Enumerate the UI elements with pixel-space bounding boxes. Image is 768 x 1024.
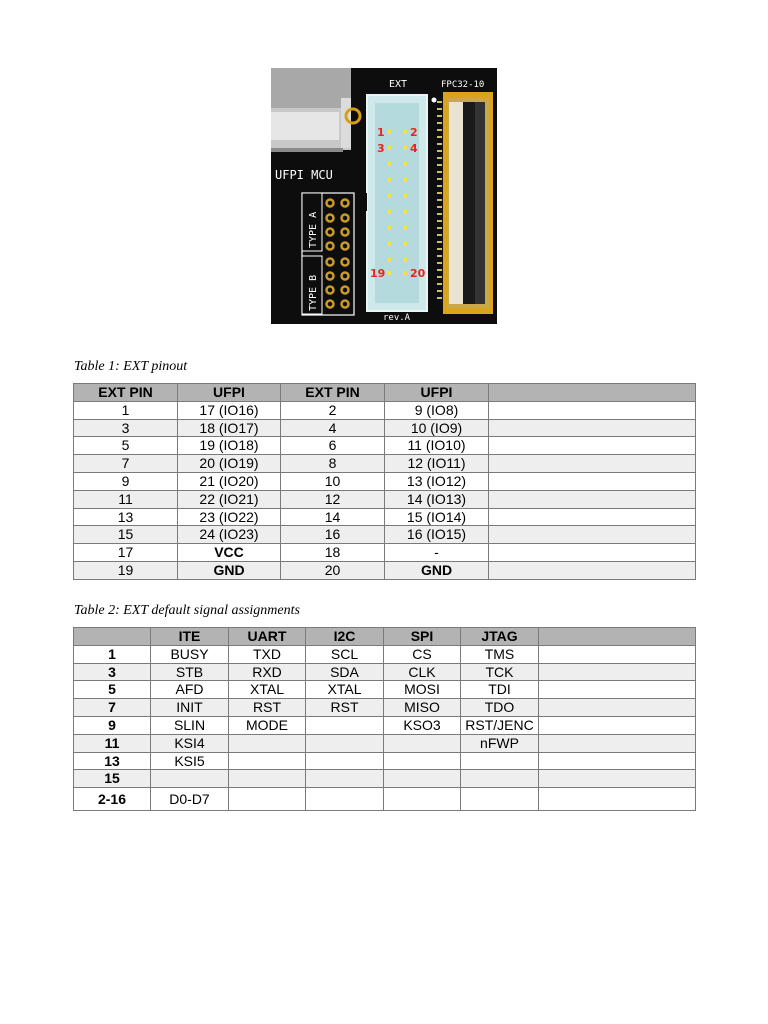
table-cell bbox=[539, 770, 696, 788]
table-cell bbox=[229, 788, 306, 811]
table-cell: 14 bbox=[281, 508, 385, 526]
table-cell: MISO bbox=[384, 699, 461, 717]
table-cell: 8 bbox=[281, 455, 385, 473]
table-cell bbox=[306, 716, 384, 734]
table-cell: STB bbox=[151, 663, 229, 681]
header-cell: ITE bbox=[151, 628, 229, 646]
table-cell: 18 (IO17) bbox=[178, 419, 281, 437]
table-cell bbox=[384, 770, 461, 788]
header-row bbox=[74, 628, 696, 646]
table-cell bbox=[489, 472, 696, 490]
table-cell: 13 bbox=[74, 508, 178, 526]
table-cell: RXD bbox=[229, 663, 306, 681]
table-cell: 18 bbox=[281, 544, 385, 562]
table-cell bbox=[384, 752, 461, 770]
table-cell bbox=[461, 788, 539, 811]
table-cell: 10 bbox=[281, 472, 385, 490]
table-cell bbox=[539, 681, 696, 699]
table-cell: 24 (IO23) bbox=[178, 526, 281, 544]
table-row bbox=[74, 716, 696, 734]
type-b-label: TYPE B bbox=[308, 274, 319, 311]
ext-pinout-table bbox=[73, 383, 696, 580]
table-row bbox=[74, 645, 696, 663]
table-row bbox=[74, 455, 696, 473]
table-cell: 15 bbox=[74, 770, 151, 788]
header-cell: UART bbox=[229, 628, 306, 646]
table-cell bbox=[461, 752, 539, 770]
table-cell: 5 bbox=[74, 437, 178, 455]
table-cell: 3 bbox=[74, 419, 178, 437]
fpc-label: FPC32-10 bbox=[441, 80, 485, 90]
table-cell: TCK bbox=[461, 663, 539, 681]
header-cell: EXT PIN bbox=[74, 384, 178, 402]
table-cell: 1 bbox=[74, 401, 178, 419]
table-cell: 22 (IO21) bbox=[178, 490, 281, 508]
table-cell: 10 (IO9) bbox=[385, 419, 489, 437]
table-cell bbox=[489, 437, 696, 455]
table-cell: SDA bbox=[306, 663, 384, 681]
table-cell: TMS bbox=[461, 645, 539, 663]
table-cell: RST bbox=[306, 699, 384, 717]
header-cell bbox=[74, 628, 151, 646]
table-row bbox=[74, 419, 696, 437]
table-cell: 9 bbox=[74, 472, 178, 490]
table-cell bbox=[489, 508, 696, 526]
table-cell: 9 (IO8) bbox=[385, 401, 489, 419]
table-cell: SCL bbox=[306, 645, 384, 663]
table-cell: 21 (IO20) bbox=[178, 472, 281, 490]
table-cell: TDI bbox=[461, 681, 539, 699]
ext-signal-table bbox=[73, 627, 696, 811]
table-cell: RST/JENC bbox=[461, 716, 539, 734]
table-cell: - bbox=[385, 544, 489, 562]
table-cell: nFWP bbox=[461, 734, 539, 752]
ext-connector bbox=[361, 79, 427, 323]
table-cell: 7 bbox=[74, 455, 178, 473]
table-cell: 20 (IO19) bbox=[178, 455, 281, 473]
table-cell: 1 bbox=[74, 645, 151, 663]
table-cell: 12 (IO11) bbox=[385, 455, 489, 473]
pin1-marker bbox=[432, 98, 437, 103]
table-cell bbox=[489, 401, 696, 419]
header-cell: I2C bbox=[306, 628, 384, 646]
table-row bbox=[74, 561, 696, 579]
table-cell: SLIN bbox=[151, 716, 229, 734]
table-cell: 2-16 bbox=[74, 788, 151, 811]
table-cell: KSI5 bbox=[151, 752, 229, 770]
table-cell bbox=[489, 419, 696, 437]
usb-connector bbox=[271, 68, 351, 152]
pin-label-19: 19 bbox=[370, 267, 386, 280]
header-cell: EXT PIN bbox=[281, 384, 385, 402]
pin-label-1: 1 bbox=[377, 126, 385, 139]
table-row bbox=[74, 544, 696, 562]
table-cell bbox=[229, 770, 306, 788]
table-row bbox=[74, 663, 696, 681]
pin-label-4: 4 bbox=[410, 142, 418, 155]
table-cell: 13 bbox=[74, 752, 151, 770]
header-cell: UFPI bbox=[385, 384, 489, 402]
table-cell bbox=[384, 788, 461, 811]
table-cell: 2 bbox=[281, 401, 385, 419]
table-cell: XTAL bbox=[229, 681, 306, 699]
table-cell bbox=[489, 544, 696, 562]
table-cell bbox=[461, 770, 539, 788]
table-cell bbox=[539, 663, 696, 681]
table-cell bbox=[539, 716, 696, 734]
table-cell bbox=[229, 752, 306, 770]
table-cell: VCC bbox=[178, 544, 281, 562]
table-cell: INIT bbox=[151, 699, 229, 717]
header-cell bbox=[489, 384, 696, 402]
header-cell bbox=[539, 628, 696, 646]
table-cell: 11 bbox=[74, 490, 178, 508]
table-cell: 3 bbox=[74, 663, 151, 681]
table-cell: 7 bbox=[74, 699, 151, 717]
table-row bbox=[74, 788, 696, 811]
table-row bbox=[74, 699, 696, 717]
table-cell: 19 bbox=[74, 561, 178, 579]
table-cell: KSI4 bbox=[151, 734, 229, 752]
table-cell: CLK bbox=[384, 663, 461, 681]
table-cell: 20 bbox=[281, 561, 385, 579]
table-cell bbox=[384, 734, 461, 752]
table-row bbox=[74, 401, 696, 419]
table-row bbox=[74, 770, 696, 788]
fpc-connector bbox=[441, 80, 493, 314]
table-cell bbox=[539, 699, 696, 717]
table-cell: 15 bbox=[74, 526, 178, 544]
table1-caption: Table 1: EXT pinout bbox=[74, 359, 188, 374]
table-cell: RST bbox=[229, 699, 306, 717]
table-cell: BUSY bbox=[151, 645, 229, 663]
table2-caption: Table 2: EXT default signal assignments bbox=[74, 603, 300, 618]
table-cell: MOSI bbox=[384, 681, 461, 699]
pin-label-2: 2 bbox=[410, 126, 418, 139]
table-cell bbox=[539, 788, 696, 811]
table-cell bbox=[306, 770, 384, 788]
table-cell: 19 (IO18) bbox=[178, 437, 281, 455]
table-cell: 4 bbox=[281, 419, 385, 437]
table-cell: 17 bbox=[74, 544, 178, 562]
table-cell bbox=[489, 526, 696, 544]
table-cell bbox=[539, 645, 696, 663]
pin-label-3: 3 bbox=[377, 142, 385, 155]
table-row bbox=[74, 472, 696, 490]
rev-label: rev.A bbox=[383, 313, 411, 323]
table-cell: 16 bbox=[281, 526, 385, 544]
header-cell: SPI bbox=[384, 628, 461, 646]
table-row bbox=[74, 681, 696, 699]
table-cell: 13 (IO12) bbox=[385, 472, 489, 490]
table-cell: TDO bbox=[461, 699, 539, 717]
table-cell: GND bbox=[385, 561, 489, 579]
table-cell bbox=[229, 734, 306, 752]
table-cell bbox=[489, 455, 696, 473]
ext-label: EXT bbox=[389, 79, 408, 90]
table-row bbox=[74, 734, 696, 752]
table-cell: TXD bbox=[229, 645, 306, 663]
table-row bbox=[74, 508, 696, 526]
table-cell: CS bbox=[384, 645, 461, 663]
table-cell bbox=[306, 752, 384, 770]
ufpi-mcu-label: UFPI MCU bbox=[275, 168, 333, 182]
table-cell: GND bbox=[178, 561, 281, 579]
table-cell bbox=[151, 770, 229, 788]
table-cell: 15 (IO14) bbox=[385, 508, 489, 526]
table-cell: MODE bbox=[229, 716, 306, 734]
table-cell: 9 bbox=[74, 716, 151, 734]
table-cell bbox=[539, 752, 696, 770]
table-cell: 5 bbox=[74, 681, 151, 699]
table-cell: D0-D7 bbox=[151, 788, 229, 811]
header-row bbox=[74, 384, 696, 402]
table-cell: AFD bbox=[151, 681, 229, 699]
table-row bbox=[74, 752, 696, 770]
table-cell bbox=[306, 734, 384, 752]
table-cell: 12 bbox=[281, 490, 385, 508]
pin-label-20: 20 bbox=[410, 267, 426, 280]
header-cell: JTAG bbox=[461, 628, 539, 646]
table-cell: 17 (IO16) bbox=[178, 401, 281, 419]
table-cell bbox=[539, 734, 696, 752]
table-cell: XTAL bbox=[306, 681, 384, 699]
table-cell: 11 (IO10) bbox=[385, 437, 489, 455]
table-row bbox=[74, 526, 696, 544]
table-cell: KSO3 bbox=[384, 716, 461, 734]
table-cell bbox=[489, 490, 696, 508]
table-row bbox=[74, 490, 696, 508]
table-cell: 6 bbox=[281, 437, 385, 455]
table-cell: 14 (IO13) bbox=[385, 490, 489, 508]
table-cell bbox=[489, 561, 696, 579]
table-cell: 11 bbox=[74, 734, 151, 752]
header-cell: UFPI bbox=[178, 384, 281, 402]
board-photo bbox=[271, 68, 497, 324]
table-row bbox=[74, 437, 696, 455]
table-cell bbox=[306, 788, 384, 811]
type-a-label: TYPE A bbox=[308, 211, 319, 248]
table-cell: 16 (IO15) bbox=[385, 526, 489, 544]
table-cell: 23 (IO22) bbox=[178, 508, 281, 526]
